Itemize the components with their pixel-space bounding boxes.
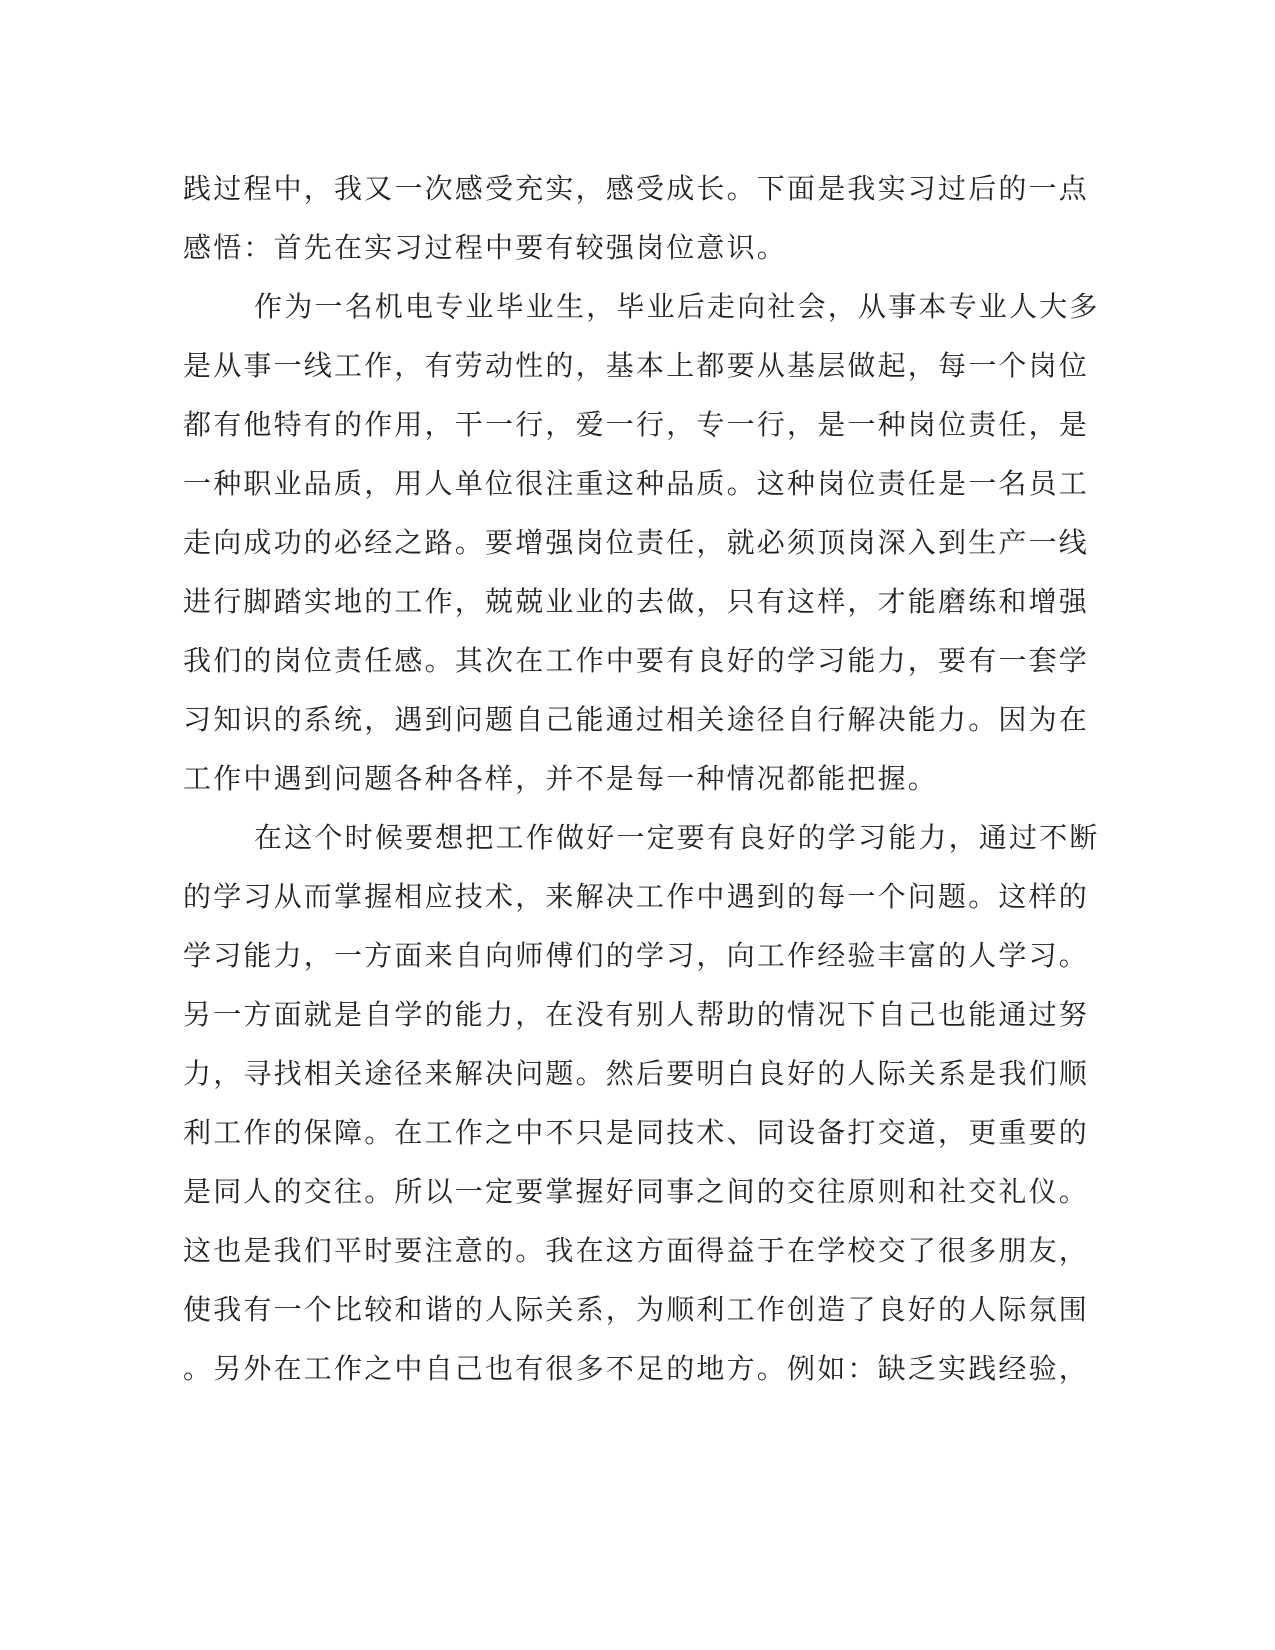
text-line: 我们的岗位责任感。其次在工作中要有良好的学习能力，要有一套学 bbox=[183, 644, 1090, 677]
text-line: 走向成功的必经之路。要增强岗位责任，就必须顶岗深入到生产一线 bbox=[183, 526, 1090, 559]
paragraph-start-line: 作为一名机电专业毕业生，毕业后走向社会，从事本专业人大多 bbox=[254, 290, 1100, 323]
text-line: 力，寻找相关途径来解决问题。然后要明白良好的人际关系是我们顺 bbox=[183, 1057, 1090, 1090]
text-line: 感悟：首先在实习过程中要有较强岗位意识。 bbox=[183, 231, 788, 264]
text-line: 一种职业品质，用人单位很注重这种品质。这种岗位责任是一名员工 bbox=[183, 467, 1090, 500]
text-line: 是同人的交往。所以一定要掌握好同事之间的交往原则和社交礼仪。 bbox=[183, 1175, 1090, 1208]
text-line: 践过程中，我又一次感受充实，感受成长。下面是我实习过后的一点 bbox=[183, 172, 1090, 205]
text-line: 这也是我们平时要注意的。我在这方面得益于在学校交了很多朋友， bbox=[183, 1234, 1090, 1267]
text-line: 是从事一线工作，有劳动性的，基本上都要从基层做起，每一个岗位 bbox=[183, 349, 1090, 382]
text-line: 使我有一个比较和谐的人际关系，为顺利工作创造了良好的人际氛围 bbox=[183, 1293, 1090, 1326]
text-line: 都有他特有的作用，干一行，爱一行，专一行，是一种岗位责任，是 bbox=[183, 408, 1090, 441]
text-line: 。另外在工作之中自己也有很多不足的地方。例如：缺乏实践经验， bbox=[183, 1352, 1090, 1385]
text-line: 学习能力，一方面来自向师傅们的学习，向工作经验丰富的人学习。 bbox=[183, 939, 1090, 972]
text-line: 利工作的保障。在工作之中不只是同技术、同设备打交道，更重要的 bbox=[183, 1116, 1090, 1149]
text-line: 的学习从而掌握相应技术，来解决工作中遇到的每一个问题。这样的 bbox=[183, 880, 1090, 913]
text-line: 习知识的系统，遇到问题自己能通过相关途径自行解决能力。因为在 bbox=[183, 703, 1090, 736]
text-line: 工作中遇到问题各种各样，并不是每一种情况都能把握。 bbox=[183, 762, 939, 795]
text-line: 另一方面就是自学的能力，在没有别人帮助的情况下自己也能通过努 bbox=[183, 998, 1090, 1031]
paragraph-start-line: 在这个时候要想把工作做好一定要有良好的学习能力，通过不断 bbox=[254, 821, 1100, 854]
body-text bbox=[183, 159, 1100, 1398]
text-line: 进行脚踏实地的工作，兢兢业业的去做，只有这样，才能磨练和增强 bbox=[183, 585, 1090, 618]
